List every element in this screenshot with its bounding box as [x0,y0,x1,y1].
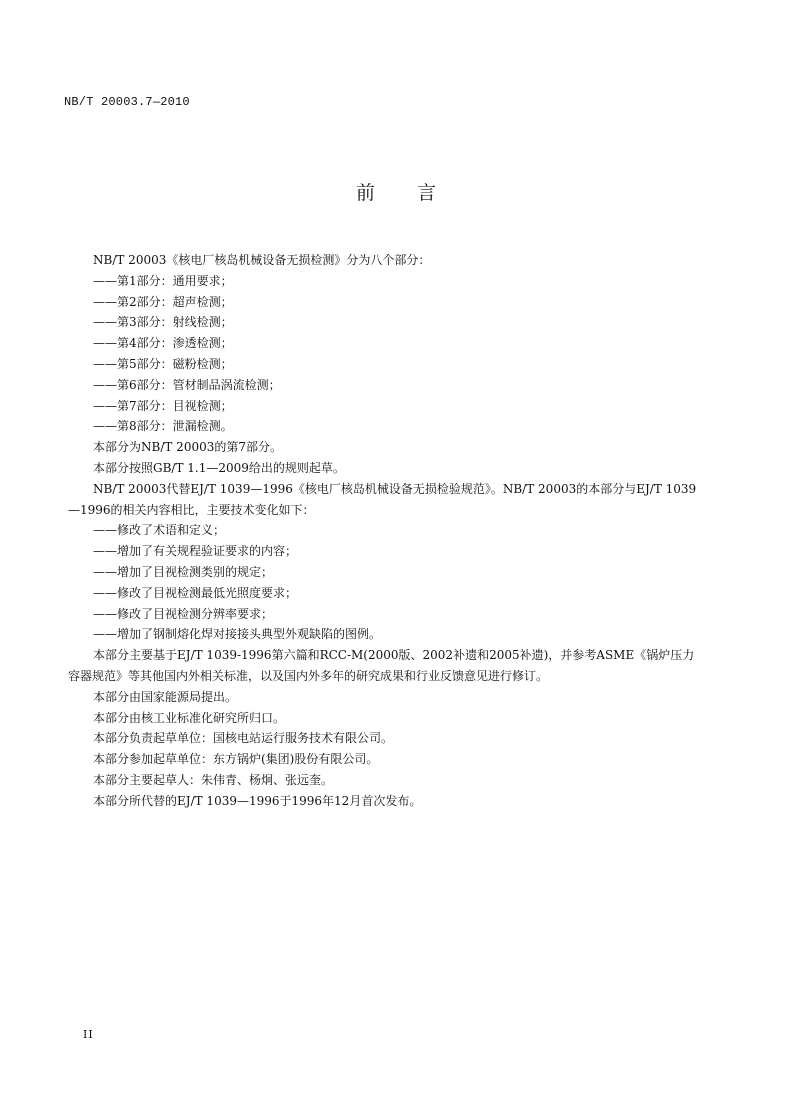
paragraph-drafting-rules: 本部分按照GB/T 1.1—2009给出的规则起草。 [93,460,345,475]
page-title: 前言 [355,182,478,204]
paragraph-this-part: 本部分为NB/T 20003的第7部分。 [93,440,282,455]
paragraph-intro: NB/T 20003《核电厂核岛机械设备无损检测》分为八个部分： [93,253,431,267]
list-item-part-1: ——第1部分：通用要求； [93,273,233,288]
list-item-change-4: ——修改了目视检测最低光照度要求； [93,585,298,600]
list-item-part-5: ——第5部分：磁粉检测； [93,356,233,371]
list-item-change-1: ——修改了术语和定义； [93,523,226,538]
paragraph-lead-drafter: 本部分负责起草单位：国核电站运行服务技术有限公司。 [93,731,394,746]
list-item-part-2: ——第2部分：超声检测； [93,294,233,309]
paragraph-basis: 本部分主要基于EJ/T 1039-1996第六篇和RCC-M(2000版、2002补遗和2005补遗)，并参考ASME《锅炉压力容器规范》等其他国内外相关标准，以及国内外多年的研究成果和行业反馈意见进行修订。 [68,648,695,683]
paragraph-centralized: 本部分由核工业标准化研究所归口。 [93,710,286,725]
paragraph-main-drafters: 本部分主要起草人：朱伟青、杨炯、张远奎。 [93,772,334,787]
paragraph-first-issue: 本部分所代替的EJ/T 1039—1996于1996年12月首次发布。 [93,793,422,808]
paragraph-proposer: 本部分由国家能源局提出。 [93,689,238,704]
paragraph-replacement: NB/T 20003代替EJ/T 1039—1996《核电厂核岛机械设备无损检验规范》。NB/T 20003的本部分与EJ/T 1039—1996的相关内容相比，主要技术变化如下： [68,481,697,517]
list-item-change-3: ——增加了目视检测类别的规定； [93,564,274,579]
standard-code: NB/T 20003.7—2010 [64,95,190,109]
list-item-part-3: ——第3部分：射线检测； [93,315,233,330]
list-item-part-7: ——第7部分：目视检测； [93,398,233,413]
paragraph-participating-drafter: 本部分参加起草单位：东方锅炉(集团)股份有限公司。 [93,752,379,767]
list-item-part-6: ——第6部分：管材制品涡流检测； [93,377,281,392]
page-number: II [83,1028,94,1041]
list-item-change-6: ——增加了钢制熔化焊对接接头典型外观缺陷的图例。 [93,627,382,642]
list-item-part-4: ——第4部分：渗透检测； [93,336,233,351]
list-item-change-5: ——修改了目视检测分辨率要求； [93,606,274,621]
foreword-body [68,250,698,812]
list-item-part-8: ——第8部分：泄漏检测。 [93,419,233,434]
list-item-change-2: ——增加了有关规程验证要求的内容； [93,544,298,559]
